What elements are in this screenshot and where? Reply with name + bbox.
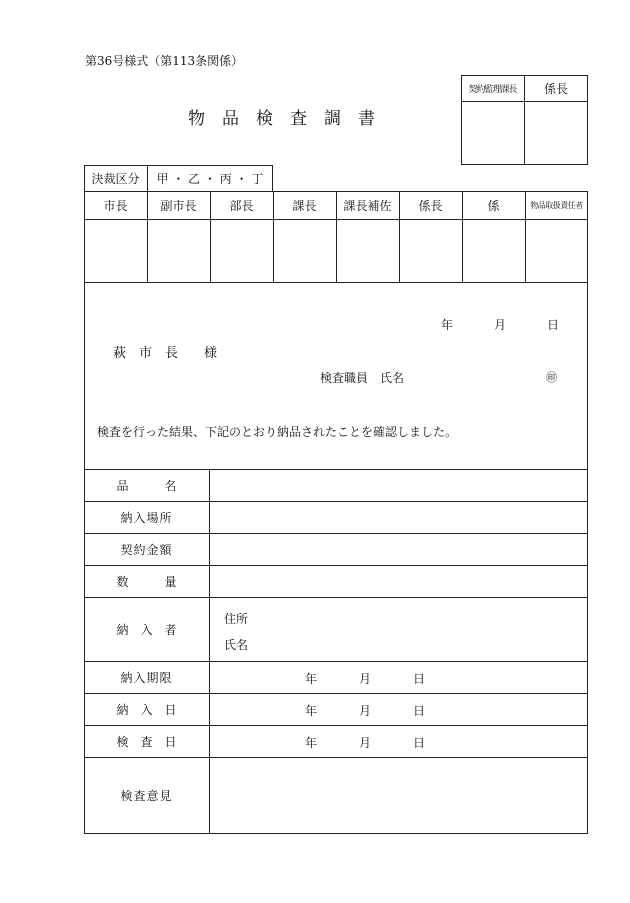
seal-field-deputy-mayor[interactable] <box>148 220 210 282</box>
statement: 検査を行った結果、下記のとおり納品されたことを確認しました。 <box>97 425 458 439</box>
inspection-year: 年 <box>305 736 318 750</box>
inspection-day: 日 <box>413 736 426 750</box>
date-day: 日 <box>547 318 560 332</box>
form-number: 第36号様式（第113条関係） <box>85 54 244 68</box>
supplier-address-label: 住所 <box>224 612 249 626</box>
label-delivery-deadline: 納入期限 <box>120 670 173 685</box>
inspection-date-field[interactable] <box>210 726 587 757</box>
item-name-field[interactable] <box>210 470 587 501</box>
deadline-month: 月 <box>359 672 372 686</box>
supplier-address-field[interactable] <box>255 606 585 626</box>
decision-options[interactable]: 甲 ・ 乙 ・ 丙 ・ 丁 <box>156 172 264 186</box>
date-year: 年 <box>441 318 454 332</box>
contract-amount-field[interactable] <box>210 534 587 565</box>
label-delivery-place: 納入場所 <box>120 510 173 525</box>
label-contract-amount: 契約金額 <box>120 542 173 557</box>
header-contract-manager: 契約監理課長 <box>468 84 517 95</box>
seal-mark: ㊞ <box>546 371 557 384</box>
seal-field-section-chief[interactable] <box>274 220 336 282</box>
label-delivery-date: 納 入 日 <box>116 702 177 717</box>
header-assistant-chief: 課長補佐 <box>343 198 392 213</box>
seal-field-director[interactable] <box>211 220 273 282</box>
header-director: 部長 <box>229 198 254 213</box>
page-title: 物 品 検 査 調 書 <box>188 109 375 129</box>
supplier-name-field[interactable] <box>255 632 585 652</box>
delivery-deadline-field[interactable] <box>210 662 587 693</box>
date-month: 月 <box>494 318 507 332</box>
seal-field-contract-manager[interactable] <box>462 102 524 164</box>
delivery-place-field[interactable] <box>210 502 587 533</box>
seal-field-assistant-chief[interactable] <box>337 220 399 282</box>
header-section-chief: 課長 <box>292 198 317 213</box>
deadline-year: 年 <box>305 672 318 686</box>
seal-field-staff[interactable] <box>463 220 525 282</box>
header-chief: 係長 <box>543 81 568 96</box>
seal-field-chief[interactable] <box>400 220 462 282</box>
delivery-month: 月 <box>359 704 372 718</box>
inspection-opinion-field[interactable] <box>210 758 587 833</box>
delivery-date-field[interactable] <box>210 694 587 725</box>
seal-field-mayor[interactable] <box>85 220 147 282</box>
decision-label: 決裁区分 <box>91 172 140 186</box>
seal-field-chief[interactable] <box>525 102 587 164</box>
label-item-name: 品 名 <box>116 478 177 493</box>
quantity-field[interactable] <box>210 566 587 597</box>
addressee: 萩 市 長 様 <box>113 346 218 361</box>
delivery-day: 日 <box>413 704 426 718</box>
inspector-label: 検査職員 氏名 <box>320 371 405 385</box>
header-mayor: 市長 <box>103 198 128 213</box>
delivery-year: 年 <box>305 704 318 718</box>
header-staff: 係 <box>487 198 500 213</box>
label-supplier: 納 入 者 <box>116 622 177 637</box>
label-inspection-opinion: 検査意見 <box>120 789 173 803</box>
supplier-name-label: 氏名 <box>224 638 249 652</box>
deadline-day: 日 <box>413 672 426 686</box>
label-quantity: 数 量 <box>116 574 177 589</box>
label-inspection-date: 検 査 日 <box>116 734 177 749</box>
header-chief: 係長 <box>418 198 443 213</box>
seal-field-goods-officer[interactable] <box>526 220 588 282</box>
inspection-month: 月 <box>359 736 372 750</box>
inspector-name-field[interactable] <box>420 366 540 384</box>
header-deputy-mayor: 副市長 <box>160 198 197 213</box>
header-goods-officer: 物品取扱責任者 <box>530 200 583 210</box>
